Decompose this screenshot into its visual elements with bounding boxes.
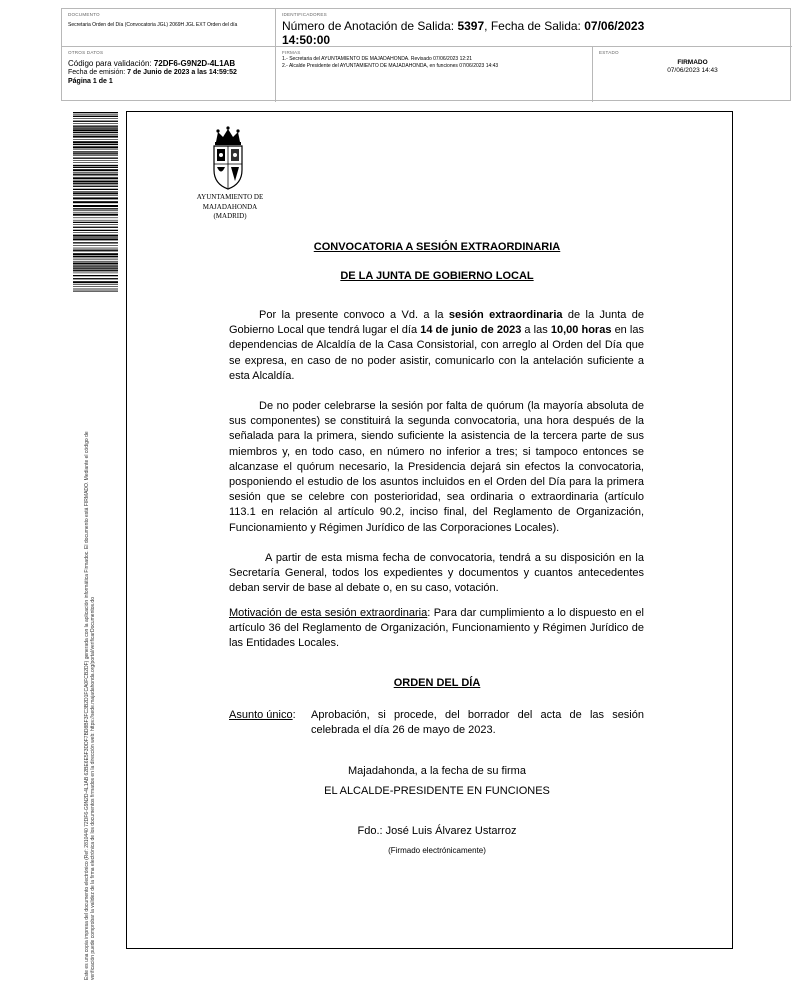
barcode-bar bbox=[73, 242, 118, 243]
barcode-bar bbox=[73, 146, 118, 148]
barcode-bar bbox=[73, 144, 118, 145]
motivacion-label: Motivación de esta sesión extraordinaria bbox=[229, 607, 428, 619]
barcode-bar bbox=[73, 275, 118, 276]
motivacion-text: : Para dar cumplimiento a lo dispuesto en el artículo 36 del Reglamento de Organización, Funcionamiento y Régimen Jurídico de las Entidades Locales. bbox=[229, 607, 644, 650]
barcode-bar bbox=[73, 123, 118, 124]
barcode-bar bbox=[73, 176, 118, 177]
asunto-colon: : bbox=[292, 709, 296, 721]
barcode-bar bbox=[73, 126, 118, 127]
barcode-bar bbox=[73, 291, 118, 292]
paragraph-quorum bbox=[229, 399, 644, 536]
firma-2: 2.- Alcalde Presidente del AYUNTAMIENTO DE MAJADAHONDA, en funciones 07/06/2023 14:43 bbox=[282, 63, 499, 69]
barcode-bar bbox=[73, 177, 118, 179]
barcode-bar bbox=[73, 153, 118, 154]
asunto-label-wrap bbox=[229, 708, 296, 723]
barcode-bar bbox=[73, 191, 118, 192]
barcode-bar bbox=[73, 116, 118, 117]
estado-status: FIRMADO bbox=[677, 59, 708, 66]
documento-value: Secretaria Orden del Día (Convocatoria JGL) 2069H JGL EXT Orden del día bbox=[68, 22, 238, 28]
registro-salida bbox=[282, 19, 786, 47]
barcode-bar bbox=[73, 167, 118, 168]
barcode-bar bbox=[73, 162, 118, 163]
barcode-bar bbox=[73, 249, 118, 250]
barcode-bar bbox=[73, 151, 118, 152]
estado-fecha: 07/06/2023 14:43 bbox=[667, 67, 718, 74]
barcode-icon bbox=[73, 112, 118, 292]
barcode-bar bbox=[73, 256, 118, 257]
estado-cell bbox=[593, 47, 792, 102]
barcode-bar bbox=[73, 155, 118, 156]
barcode-bar bbox=[73, 258, 118, 259]
barcode-bar bbox=[73, 284, 118, 285]
barcode-bar bbox=[73, 261, 118, 262]
barcode-bar bbox=[73, 260, 118, 261]
firmas-cell bbox=[276, 47, 593, 102]
barcode-bar bbox=[73, 212, 118, 213]
p1-a: Por la presente convoco a Vd. a la bbox=[259, 309, 449, 321]
ayuntamiento-name bbox=[186, 193, 274, 222]
registro-fecha: 07/06/2023 bbox=[584, 19, 645, 33]
org-line-1: AYUNTAMIENTO DE bbox=[196, 193, 264, 201]
firma-1: 1.- Secretaria del AYUNTAMIENTO DE MAJADAHONDA. Revisado 07/06/2023 12:21 bbox=[282, 56, 473, 62]
barcode-bar bbox=[73, 197, 118, 199]
p1-d: 14 de junio de 2023 bbox=[420, 324, 522, 337]
barcode-bar bbox=[73, 248, 118, 249]
barcode-bar bbox=[73, 149, 118, 150]
paginas: Página 1 de 1 bbox=[68, 78, 113, 85]
barcode-bar bbox=[73, 266, 118, 267]
document-subtitle: DE LA JUNTA DE GOBIERNO LOCAL bbox=[340, 270, 534, 282]
barcode-bar bbox=[73, 220, 118, 221]
p1-g: en las dependencias de Alcaldía de la Casa Consistorial, con arreglo al Orden del Día que se expresa, en caso de no poder asistir, comunicarlo con la antelación suficiente a esta Alcaldía. bbox=[229, 324, 644, 382]
asunto-label: Asunto único bbox=[229, 709, 293, 721]
coat-of-arms-icon bbox=[204, 126, 252, 192]
barcode-bar bbox=[73, 165, 118, 166]
barcode-bar bbox=[73, 115, 118, 116]
paragraph-motivacion bbox=[229, 606, 644, 652]
paragraph-disposicion bbox=[229, 551, 644, 597]
p1-f: 10,00 horas bbox=[550, 324, 612, 337]
barcode-bar bbox=[73, 195, 118, 196]
fecha-emision bbox=[68, 68, 269, 77]
signer-name: Fdo.: José Luis Álvarez Ustarroz bbox=[357, 825, 517, 837]
registro-numero: 5397 bbox=[457, 19, 485, 33]
verification-side-note bbox=[84, 300, 96, 980]
identificadores-cell bbox=[276, 9, 792, 47]
barcode-bar bbox=[73, 112, 118, 113]
barcode-bar bbox=[73, 141, 118, 143]
barcode-bar bbox=[73, 118, 118, 119]
barcode-bar bbox=[73, 134, 118, 135]
barcode-bar bbox=[73, 286, 118, 287]
barcode-bar bbox=[73, 127, 118, 128]
identificadores-label: IDENTIFICADORES bbox=[282, 12, 327, 17]
barcode-bar bbox=[73, 237, 118, 238]
barcode-bar bbox=[73, 245, 118, 246]
paragraph-convocatoria bbox=[229, 308, 644, 384]
barcode-bar bbox=[73, 201, 118, 203]
firmas-label: FIRMAS bbox=[282, 50, 301, 55]
documento-label: DOCUMENTO bbox=[68, 12, 100, 17]
barcode-bar bbox=[73, 214, 118, 216]
barcode-bar bbox=[73, 186, 118, 187]
document-header bbox=[61, 8, 791, 101]
barcode-bar bbox=[73, 222, 118, 223]
barcode-bar bbox=[73, 278, 118, 279]
barcode-bar bbox=[73, 281, 118, 283]
barcode-bar bbox=[73, 121, 118, 122]
barcode-bar bbox=[73, 289, 118, 290]
barcode-bar bbox=[73, 172, 118, 173]
registro-mid: , Fecha de Salida: bbox=[484, 19, 585, 33]
documento-cell bbox=[62, 9, 276, 47]
barcode-bar bbox=[73, 192, 118, 194]
barcode-bar bbox=[73, 273, 118, 274]
asunto-text: Aprobación, si procede, del borrador del acta de las sesión celebrada el día 26 de mayo de 2023. bbox=[311, 709, 644, 737]
barcode-bar bbox=[73, 208, 118, 209]
p1-b: sesión extraordinaria bbox=[448, 309, 563, 321]
barcode-bar bbox=[73, 263, 118, 265]
barcode-bar bbox=[73, 169, 118, 171]
barcode-bar bbox=[73, 189, 118, 190]
p1-e: a las bbox=[521, 324, 551, 337]
p1-c: de la Junta de Gobierno Local que tendrá lugar el día bbox=[229, 309, 644, 337]
registro-prefix: Número de Anotación de Salida: bbox=[282, 19, 458, 33]
codigo-validacion bbox=[68, 59, 269, 68]
org-line-3: (MADRID) bbox=[213, 212, 247, 220]
org-line-2: MAJADAHONDA bbox=[202, 202, 258, 211]
estado-label: ESTADO bbox=[599, 50, 619, 55]
barcode-bar bbox=[73, 132, 118, 133]
barcode-bar bbox=[73, 158, 118, 159]
barcode-bar bbox=[73, 230, 118, 231]
barcode-bar bbox=[73, 129, 118, 131]
barcode-bar bbox=[73, 160, 118, 161]
side-note-line-1: Este es una copia impresa del documento electrónico (Ref: 2810440 72DF6-G9N2D-4L1AB 62BE6E5F3DDF7BD8BF3FC3B2D1FCA0FCB2DF) generada con la aplicación informática Firmadoc. El documento está FIRMADO. Mediante el código de bbox=[84, 431, 90, 980]
barcode-bar bbox=[73, 268, 118, 269]
barcode-bar bbox=[73, 270, 118, 271]
barcode-bar bbox=[73, 238, 118, 240]
barcode-bar bbox=[73, 224, 118, 225]
registro-hora: 14:50:00 bbox=[282, 33, 331, 47]
barcode-bar bbox=[73, 290, 118, 291]
barcode-bar bbox=[73, 235, 118, 237]
barcode-bar bbox=[73, 205, 118, 207]
barcode-bar bbox=[73, 218, 118, 219]
barcode-bar bbox=[73, 181, 118, 183]
barcode-bar bbox=[73, 136, 118, 138]
p2-text: De no poder celebrarse la sesión por falta de quórum (la mayoría absoluta de sus componentes) se constituirá la segunda convocatoria, una hora después de la señalada para la primera, siendo suficiente la asistencia de la tercera parte de sus miembros y, en todo caso, en número no inferior a tres; si tampoco entonces se alcanzase el quórum necesario, la Presidencia dejará sin efectos la convocatoria, posponiendo el estudio de los asuntos incluidos en el Orden del Día para la primera sesión que se celebre con posterioridad, sea ordinaria o extraordinaria (artículo 113.1 en relación al artículo 90.2, inciso final, del Reglamento de Organización, Funcionamiento y Régimen Jurídico de las Corporaciones Locales). bbox=[229, 400, 644, 534]
signer-role: EL ALCALDE-PRESIDENTE EN FUNCIONES bbox=[324, 785, 550, 797]
otros-label: OTROS DATOS bbox=[68, 50, 104, 55]
signature-note: (Firmado electrónicamente) bbox=[388, 846, 486, 855]
codigo-prefix: Código para validación: bbox=[68, 59, 154, 68]
emision-value: 7 de Junio de 2023 a las 14:59:52 bbox=[127, 69, 237, 76]
barcode-bar bbox=[73, 183, 118, 184]
barcode-bar bbox=[73, 227, 118, 228]
barcode-bar bbox=[73, 253, 118, 255]
barcode-bar bbox=[73, 232, 118, 233]
orden-del-dia-heading: ORDEN DEL DÍA bbox=[393, 677, 481, 689]
barcode-bar bbox=[73, 139, 118, 140]
document-title: CONVOCATORIA A SESIÓN EXTRAORDINARIA bbox=[313, 241, 561, 253]
otros-datos-cell bbox=[62, 47, 276, 102]
barcode-bar bbox=[73, 174, 118, 175]
barcode-bar bbox=[73, 265, 118, 266]
side-note-line-2: verificación puede comprobar la validez de la firma electrónica de los documentos firmados en la dirección web: https://sede.majadahonda.org/portal/verificarDocumentos.do bbox=[90, 597, 97, 980]
barcode-bar bbox=[73, 250, 118, 251]
codigo-value[interactable]: 72DF6-G9N2D-4L1AB bbox=[153, 59, 236, 68]
place-date: Majadahonda, a la fecha de su firma bbox=[348, 765, 526, 777]
barcode-bar bbox=[73, 210, 118, 211]
p3-text: A partir de esta misma fecha de convocatoria, tendrá a su disposición en la Secretaría General, todos los expedientes y documentos y cuantos antecedentes deban servir de base al debate o, en su caso, votación. bbox=[229, 552, 644, 595]
emision-prefix: Fecha de emisión: bbox=[68, 69, 128, 76]
